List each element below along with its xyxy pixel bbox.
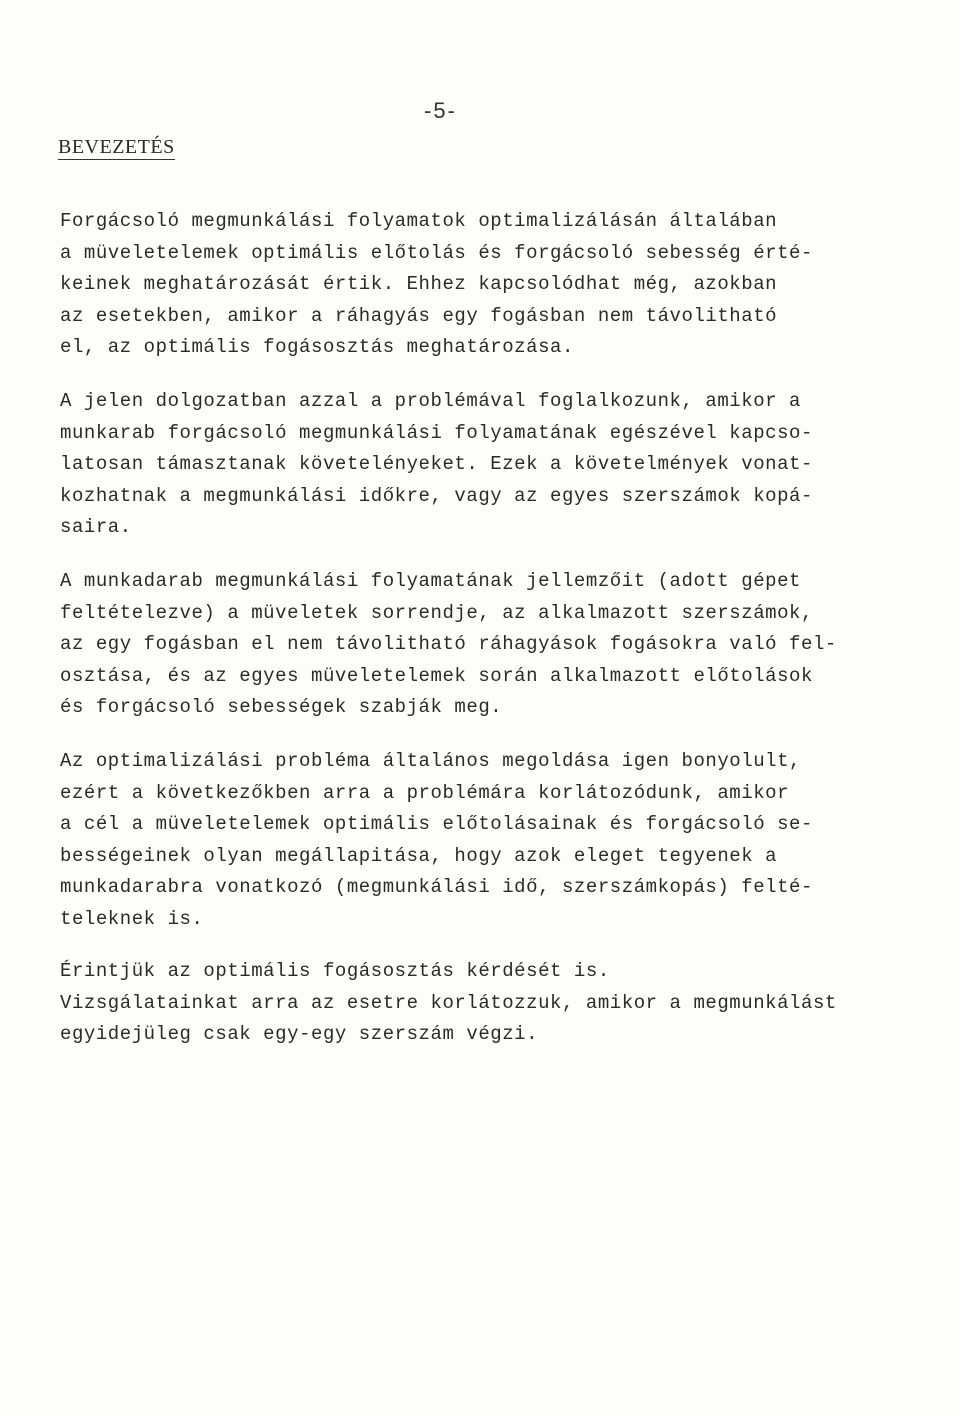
paragraph-5: [60, 956, 837, 1051]
text-line: latosan támasztanak követelényeket. Ezek a követelmények vonat-: [60, 453, 813, 475]
text-line: A jelen dolgozatban azzal a problémával foglalkozunk, amikor a: [60, 390, 802, 412]
text-line: a cél a müveletelemek optimális előtolásainak és forgácsoló se-: [60, 813, 813, 835]
text-line: egyidejüleg csak egy-egy szerszám végzi.: [60, 1023, 539, 1045]
text-line: a müveletelemek optimális előtolás és forgácsoló sebesség érté-: [60, 241, 813, 264]
text-line: Forgácsoló megmunkálási folyamatok optimalizálásán általában: [60, 210, 778, 232]
text-line: ezért a következőkben arra a problémára korlátozódunk, amikor: [60, 781, 790, 804]
text-line: feltételezve) a müveletek sorrendje, az alkalmazott szerszámok,: [60, 601, 813, 624]
text-line: Az optimalizálási probléma általános megoldása igen bonyolult,: [60, 750, 802, 772]
page-number: -5-: [424, 98, 457, 123]
text-line: az esetekben, amikor a ráhagyás egy fogásban nem távolitható: [60, 304, 778, 327]
text-line: és forgácsoló sebességek szabják meg.: [60, 696, 503, 718]
text-line: az egy fogásban el nem távolitható ráhagyások fogásokra való fel-: [60, 633, 837, 655]
paragraph-3: [60, 566, 837, 724]
text-line: teleknek is.: [60, 907, 204, 930]
text-line: saira.: [60, 516, 132, 538]
text-line: el, az optimális fogásosztás meghatározása.: [60, 336, 574, 358]
text-line: A munkadarab megmunkálási folyamatának jellemzőit (adott gépet: [60, 570, 802, 592]
text-line: Vizsgálatainkat arra az esetre korlátozzuk, amikor a megmunkálást: [60, 991, 837, 1014]
paragraph-4: [60, 746, 813, 935]
section-heading: BEVEZETÉS: [58, 136, 175, 158]
text-line: osztása, és az egyes müveletelemek során alkalmazott előtolások: [60, 664, 813, 687]
text-line: munkadarabra vonatkozó (megmunkálási idő, szerszámkopás) felté-: [60, 876, 813, 898]
paragraph-2: [60, 386, 813, 544]
text-line: munkarab forgácsoló megmunkálási folyamatának egészével kapcso-: [60, 421, 813, 444]
paragraph-1: [60, 206, 813, 364]
text-line: Érintjük az optimális fogásosztás kérdését is.: [60, 960, 610, 982]
text-line: keinek meghatározását értik. Ehhez kapcsolódhat még, azokban: [60, 273, 778, 295]
text-line: bességeinek olyan megállapitása, hogy azok eleget tegyenek a: [60, 844, 778, 867]
text-line: kozhatnak a megmunkálási időkre, vagy az egyes szerszámok kopá-: [60, 484, 813, 507]
